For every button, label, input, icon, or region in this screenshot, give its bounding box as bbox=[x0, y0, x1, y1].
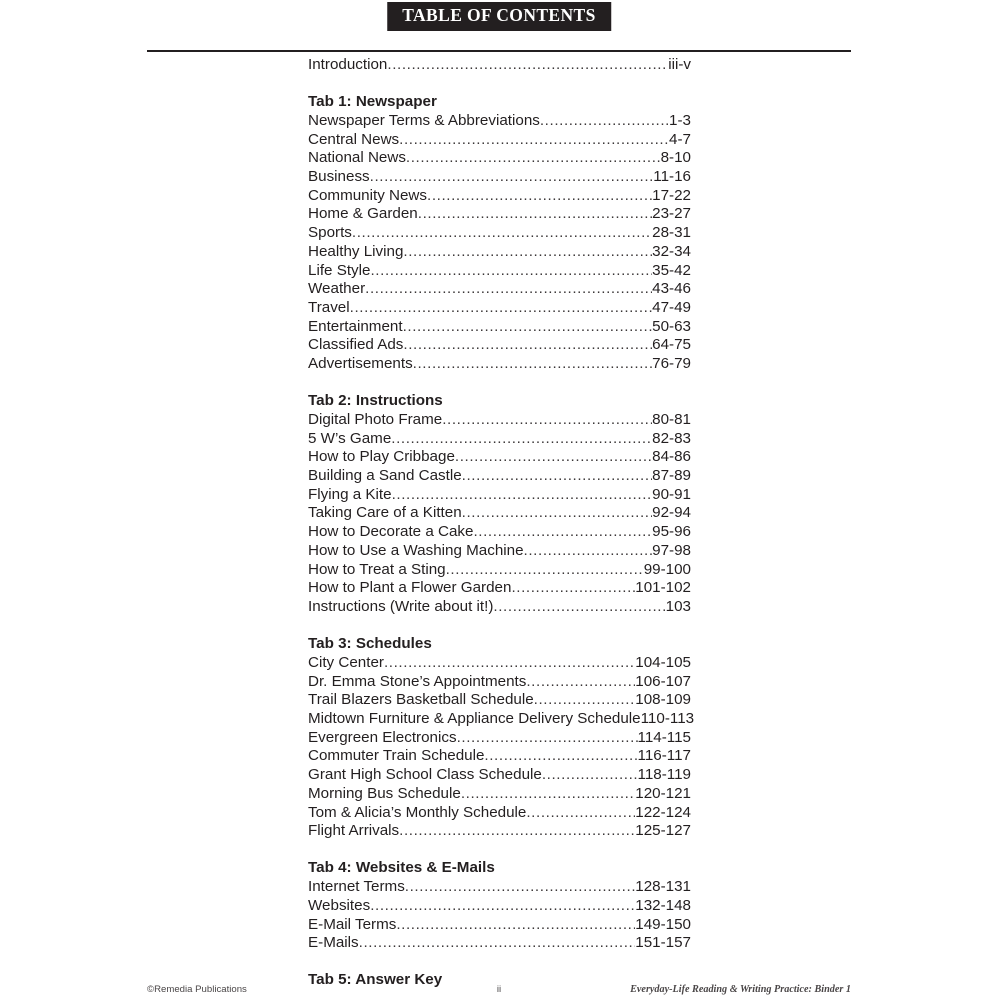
toc-leader-dots bbox=[457, 729, 638, 748]
toc-entry[interactable] bbox=[308, 430, 691, 449]
toc-entry[interactable] bbox=[308, 467, 691, 486]
toc-leader-dots bbox=[406, 149, 661, 168]
toc-section-heading: Tab 1: Newspaper bbox=[308, 93, 437, 111]
toc-leader-dots bbox=[526, 804, 635, 823]
toc-leader-dots bbox=[396, 916, 635, 935]
toc-entry-page: 125-127 bbox=[635, 822, 691, 840]
toc-entry[interactable] bbox=[308, 710, 695, 729]
toc-entry-label: How to Decorate a Cake bbox=[308, 523, 474, 541]
toc-entry[interactable] bbox=[308, 673, 691, 692]
header-rule bbox=[147, 50, 851, 52]
toc-entry[interactable] bbox=[308, 691, 691, 710]
toc-entry-label: Entertainment bbox=[308, 317, 403, 335]
toc-leader-dots bbox=[399, 131, 669, 150]
toc-section-heading: Tab 3: Schedules bbox=[308, 635, 432, 653]
toc-entry-label: Dr. Emma Stone’s Appointments bbox=[308, 672, 527, 690]
toc-entry-page: 32-34 bbox=[652, 242, 691, 260]
toc-entry-label: Classified Ads bbox=[308, 336, 404, 354]
toc-entry-label: Evergreen Electronics bbox=[308, 728, 457, 746]
toc-entry-label: Digital Photo Frame bbox=[308, 410, 443, 428]
toc-leader-dots bbox=[446, 561, 644, 580]
toc-leader-dots bbox=[403, 318, 653, 337]
toc-entry-page: 101-102 bbox=[635, 579, 691, 597]
toc-entry-page: 90-91 bbox=[652, 485, 691, 503]
toc-entry-label: Websites bbox=[308, 896, 371, 914]
toc-leader-dots bbox=[387, 56, 668, 75]
toc-entry-label: Weather bbox=[308, 280, 366, 298]
toc-leader-dots bbox=[427, 187, 652, 206]
toc-entry-label: Internet Terms bbox=[308, 878, 405, 896]
toc-entry[interactable] bbox=[308, 411, 691, 430]
toc-entry-page: 92-94 bbox=[652, 504, 691, 522]
toc-entry-page: 149-150 bbox=[635, 915, 691, 933]
toc-entry[interactable] bbox=[308, 280, 691, 299]
toc-entry[interactable] bbox=[308, 729, 691, 748]
toc-entry[interactable] bbox=[308, 897, 691, 916]
toc-leader-dots bbox=[484, 747, 637, 766]
toc-entry-label: Taking Care of a Kitten bbox=[308, 504, 462, 522]
toc-entry-label: Sports bbox=[308, 224, 352, 242]
toc-entry-label: National News bbox=[308, 149, 406, 167]
toc-entry-page: 106-107 bbox=[635, 672, 691, 690]
toc-leader-dots bbox=[392, 486, 653, 505]
toc-entry-label: Life Style bbox=[308, 261, 371, 279]
toc-entry[interactable] bbox=[308, 654, 691, 673]
toc-entry[interactable] bbox=[308, 561, 691, 580]
toc-leader-dots bbox=[540, 112, 669, 131]
toc-entry[interactable] bbox=[308, 131, 691, 150]
toc-entry-label: Trail Blazers Basketball Schedule bbox=[308, 691, 534, 709]
toc-entry[interactable] bbox=[308, 766, 691, 785]
toc-entry-label: City Center bbox=[308, 653, 384, 671]
toc-entry[interactable] bbox=[308, 916, 691, 935]
toc-entry-label: Commuter Train Schedule bbox=[308, 747, 485, 765]
toc-entry-page: 11-16 bbox=[653, 168, 691, 186]
toc-leader-dots bbox=[405, 878, 635, 897]
toc-entry-label: Central News bbox=[308, 130, 400, 148]
toc-entry-label: Flying a Kite bbox=[308, 485, 392, 503]
toc-entry[interactable] bbox=[308, 205, 691, 224]
toc-entry[interactable] bbox=[308, 187, 691, 206]
page-title: TABLE OF CONTENTS bbox=[387, 2, 611, 31]
toc-leader-dots bbox=[370, 897, 635, 916]
toc-entry-page: 97-98 bbox=[652, 541, 691, 559]
section-spacer bbox=[308, 75, 691, 94]
toc-entry[interactable] bbox=[308, 299, 691, 318]
toc-entry-page: 104-105 bbox=[635, 653, 691, 671]
toc-entry-label: How to Treat a Sting bbox=[308, 560, 446, 578]
toc-entry[interactable] bbox=[308, 355, 691, 374]
page-footer bbox=[147, 984, 851, 995]
toc-entry-page: 64-75 bbox=[652, 336, 691, 354]
toc-entry-label: E-Mail Terms bbox=[308, 915, 397, 933]
toc-entry-page: 80-81 bbox=[652, 410, 691, 428]
toc-entry[interactable] bbox=[308, 579, 691, 598]
toc-entry[interactable] bbox=[308, 168, 691, 187]
toc-entry[interactable] bbox=[308, 112, 691, 131]
toc-entry-page: 35-42 bbox=[652, 261, 691, 279]
toc-leader-dots bbox=[370, 168, 654, 187]
page-header bbox=[147, 5, 851, 52]
toc-entry-label: Travel bbox=[308, 298, 350, 316]
toc-leader-dots bbox=[403, 336, 652, 355]
toc-leader-dots bbox=[526, 673, 635, 692]
toc-entry-label: E-Mails bbox=[308, 934, 359, 952]
toc-entry-page: 116-117 bbox=[637, 747, 691, 765]
toc-entry-page: 122-124 bbox=[635, 803, 691, 821]
toc-entry-page: 47-49 bbox=[652, 298, 691, 316]
toc-entry[interactable] bbox=[308, 224, 691, 243]
toc-entry-page: 28-31 bbox=[652, 224, 691, 242]
toc-leader-dots bbox=[403, 243, 652, 262]
toc-entry[interactable] bbox=[308, 523, 691, 542]
toc-entry-label: How to Use a Washing Machine bbox=[308, 541, 524, 559]
toc-entry-page: 118-119 bbox=[637, 766, 691, 784]
toc-leader-dots bbox=[399, 822, 635, 841]
toc-entry-page: 84-86 bbox=[652, 448, 691, 466]
toc-leader-dots bbox=[493, 598, 665, 617]
toc-leader-dots bbox=[365, 280, 652, 299]
toc-entry[interactable] bbox=[308, 243, 691, 262]
toc-entry-label: Introduction bbox=[308, 56, 388, 73]
toc-entry-label: Instructions (Write about it!) bbox=[308, 597, 494, 615]
toc-entry-label: How to Plant a Flower Garden bbox=[308, 579, 512, 597]
toc-entry[interactable] bbox=[308, 56, 691, 75]
section-spacer bbox=[308, 617, 691, 636]
toc-entry[interactable] bbox=[308, 486, 691, 505]
toc-entry-page: 50-63 bbox=[652, 317, 691, 335]
toc-entry-page: 132-148 bbox=[635, 896, 691, 914]
toc-entry[interactable] bbox=[308, 934, 691, 953]
toc-entry-page: 110-113 bbox=[640, 710, 695, 727]
toc-entry[interactable] bbox=[308, 149, 691, 168]
toc-leader-dots bbox=[462, 467, 652, 486]
toc-entry-page: 128-131 bbox=[635, 878, 691, 896]
toc-entry[interactable] bbox=[308, 448, 691, 467]
toc-entry-page: 99-100 bbox=[643, 560, 691, 578]
toc-leader-dots bbox=[462, 504, 652, 523]
toc-leader-dots bbox=[418, 205, 652, 224]
toc-section-heading: Tab 5: Answer Key bbox=[308, 971, 443, 989]
footer-book-title: Everyday-Life Reading & Writing Practice: Binder 1 bbox=[630, 984, 851, 995]
toc-leader-dots bbox=[391, 430, 652, 449]
toc-entry[interactable] bbox=[308, 336, 691, 355]
footer-copyright: ©Remedia Publications bbox=[147, 984, 247, 995]
toc-entry[interactable] bbox=[308, 504, 691, 523]
section-spacer bbox=[308, 374, 691, 393]
toc-entry-label: Flight Arrivals bbox=[308, 822, 400, 840]
toc-entry-page: 76-79 bbox=[652, 355, 691, 373]
toc-entry-page: 108-109 bbox=[635, 691, 691, 709]
toc-leader-dots bbox=[542, 766, 638, 785]
toc-entry-label: Morning Bus Schedule bbox=[308, 784, 461, 802]
toc-entry-page: 23-27 bbox=[652, 205, 691, 223]
toc-entry-label: Tom & Alicia’s Monthly Schedule bbox=[308, 803, 527, 821]
toc-entry-label: 5 W’s Game bbox=[308, 429, 392, 447]
toc-entry[interactable] bbox=[308, 822, 691, 841]
toc-entry-label: Advertisements bbox=[308, 355, 413, 373]
toc-entry-page: 8-10 bbox=[660, 149, 691, 167]
toc-entry[interactable] bbox=[308, 747, 691, 766]
toc-entry[interactable] bbox=[308, 804, 691, 823]
toc-section-heading: Tab 4: Websites & E-Mails bbox=[308, 859, 495, 877]
toc-entry-page: 1-3 bbox=[669, 111, 691, 129]
toc-entry[interactable] bbox=[308, 878, 691, 897]
toc-leader-dots bbox=[511, 579, 635, 598]
toc-entry[interactable] bbox=[308, 318, 691, 337]
toc-leader-dots bbox=[524, 542, 653, 561]
toc-leader-dots bbox=[473, 523, 652, 542]
toc-entry-label: Grant High School Class Schedule bbox=[308, 766, 542, 784]
toc-entry-page: 17-22 bbox=[652, 186, 691, 204]
toc-entry-label: Newspaper Terms & Abbreviations bbox=[308, 111, 540, 129]
toc-entry-label: Building a Sand Castle bbox=[308, 467, 462, 485]
toc-entry[interactable] bbox=[308, 785, 691, 804]
toc-leader-dots bbox=[359, 934, 636, 953]
toc-leader-dots bbox=[534, 691, 636, 710]
table-of-contents bbox=[308, 56, 695, 990]
toc-leader-dots bbox=[461, 785, 635, 804]
section-spacer bbox=[308, 953, 691, 972]
toc-entry-page: 43-46 bbox=[652, 280, 691, 298]
toc-entry-label: Home & Garden bbox=[308, 205, 418, 223]
section-spacer bbox=[308, 841, 691, 860]
toc-entry-label: How to Play Cribbage bbox=[308, 448, 455, 466]
toc-entry-label: Healthy Living bbox=[308, 242, 404, 260]
toc-entry-page: 4-7 bbox=[669, 130, 691, 148]
toc-section-heading: Tab 2: Instructions bbox=[308, 392, 443, 410]
toc-entry-page: 87-89 bbox=[652, 467, 691, 485]
toc-entry-page: 82-83 bbox=[652, 429, 691, 447]
toc-entry-page: iii-v bbox=[668, 56, 691, 73]
toc-entry-page: 95-96 bbox=[652, 523, 691, 541]
toc-entry-page: 114-115 bbox=[637, 728, 691, 746]
toc-entry-page: 120-121 bbox=[635, 784, 691, 802]
toc-entry[interactable] bbox=[308, 542, 691, 561]
toc-entry[interactable] bbox=[308, 598, 691, 617]
toc-leader-dots bbox=[442, 411, 652, 430]
toc-leader-dots bbox=[413, 355, 652, 374]
toc-entry-page: 151-157 bbox=[635, 934, 691, 952]
toc-leader-dots bbox=[455, 448, 652, 467]
toc-entry-label: Community News bbox=[308, 186, 427, 204]
toc-entry-label: Midtown Furniture & Appliance Delivery Schedule bbox=[308, 710, 641, 727]
toc-entry-label: Business bbox=[308, 168, 370, 186]
toc-leader-dots bbox=[370, 262, 652, 281]
toc-leader-dots bbox=[350, 299, 653, 318]
toc-entry-page: 103 bbox=[665, 597, 691, 615]
toc-leader-dots bbox=[384, 654, 635, 673]
toc-entry[interactable] bbox=[308, 262, 691, 281]
toc-leader-dots bbox=[352, 224, 652, 243]
footer-page-number: ii bbox=[496, 984, 502, 995]
